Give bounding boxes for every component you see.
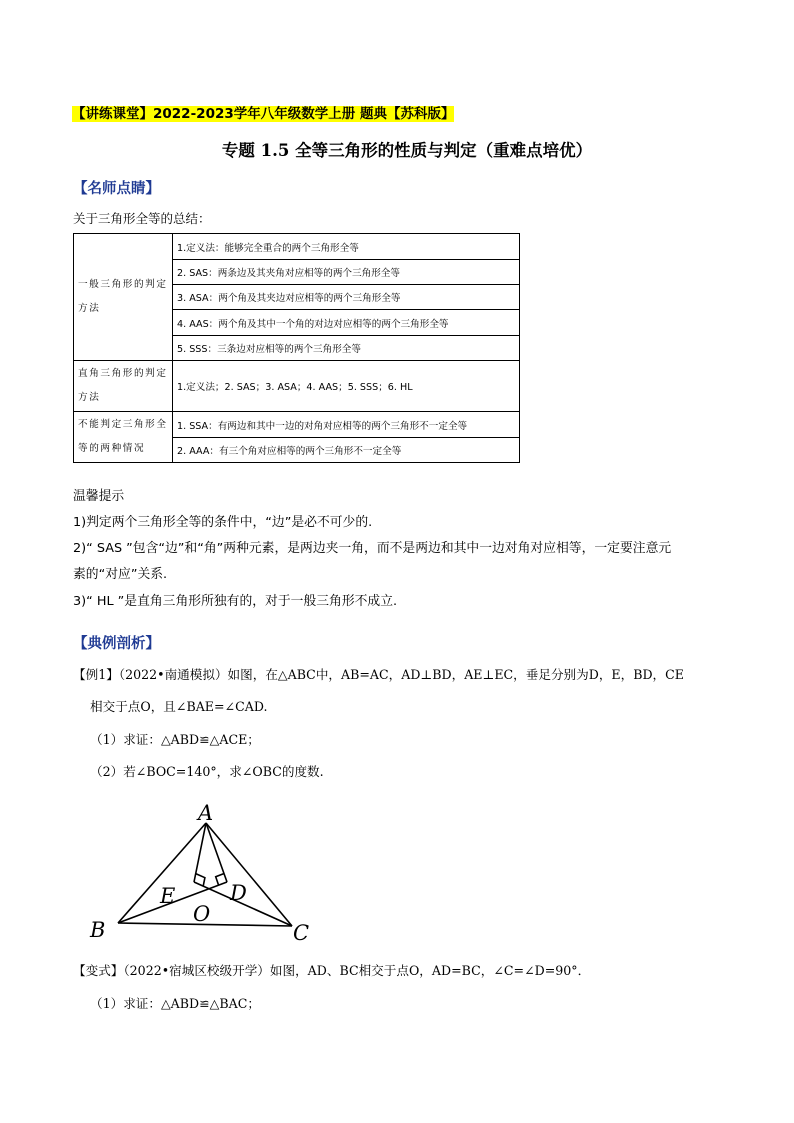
tips-heading: 温馨提示 xyxy=(73,489,125,504)
table-method: 1.定义法：能够完全重合的两个三角形全等 xyxy=(173,234,520,260)
variant-question: （1）求证：△ABD≌△BAC； xyxy=(90,996,260,1011)
label-d: D xyxy=(230,881,247,905)
example-text: 相交于点O，且∠BAE=∠CAD. xyxy=(90,699,268,714)
table-category-general: 一般三角形的判定方法 xyxy=(74,234,173,361)
tip-line: 2)“ SAS ”包含“边”和“角”两种元素，是两边夹一角，而不是两边和其中一边对角对应相等，一定要注意元 xyxy=(73,541,672,556)
variant-text: 【变式】（2022•宿城区校级开学）如图，AD、BC相交于点O，AD=BC，∠C=∠D=90°． xyxy=(73,963,591,978)
table-category-invalid: 不能判定三角形全等的两种情况 xyxy=(74,412,173,463)
table-method: 4. AAS：两个角及其中一个角的对边对应相等的两个三角形全等 xyxy=(173,310,520,336)
label-o: O xyxy=(193,902,211,926)
table-method: 2. SAS：两条边及其夹角对应相等的两个三角形全等 xyxy=(173,260,520,285)
section-heading-examples: 【典例剖析】 xyxy=(73,635,160,652)
document-banner: 【讲练课堂】2022-2023学年八年级数学上册 题典【苏科版】 xyxy=(72,106,455,122)
tip-line: 素的“对应”关系. xyxy=(73,567,168,582)
triangle-figure xyxy=(80,790,330,950)
table-method: 3. ASA：两个角及其夹边对应相等的两个三角形全等 xyxy=(173,285,520,310)
table-method: 5. SSS：三条边对应相等的两个三角形全等 xyxy=(173,336,520,361)
table-method: 1.定义法；2. SAS；3. ASA；4. AAS；5. SSS；6. HL xyxy=(173,361,520,412)
segment-ac xyxy=(206,823,292,926)
summary-intro: 关于三角形全等的总结： xyxy=(73,211,211,226)
label-a: A xyxy=(198,801,214,825)
table-category-right: 直角三角形的判定方法 xyxy=(74,361,173,412)
table-method: 1. SSA：有两边和其中一边的对角对应相等的两个三角形不一定全等 xyxy=(173,412,520,438)
label-b: B xyxy=(90,918,106,942)
segment-ae xyxy=(194,823,206,882)
summary-table xyxy=(73,233,520,463)
example-question: （2）若∠BOC=140°，求∠OBC的度数. xyxy=(90,764,324,779)
document-title: 专题 1.5 全等三角形的性质与判定（重难点培优） xyxy=(221,141,593,160)
table-method: 2. AAA：有三个角对应相等的两个三角形不一定全等 xyxy=(173,438,520,463)
label-c: C xyxy=(293,921,310,945)
tip-line: 3)“ HL ”是直角三角形所独有的，对于一般三角形不成立. xyxy=(73,594,398,609)
label-e: E xyxy=(160,884,176,908)
example-text: 【例1】（2022•南通模拟）如图，在△ABC中，AB=AC，AD⊥BD，AE⊥EC，垂足分别为D，E，BD，CE xyxy=(73,667,684,682)
tip-line: 1)判定两个三角形全等的条件中，“边”是必不可少的. xyxy=(73,515,373,530)
section-heading-tips: 【名师点睛】 xyxy=(73,180,160,197)
example-question: （1）求证：△ABD≌△ACE； xyxy=(90,732,260,747)
